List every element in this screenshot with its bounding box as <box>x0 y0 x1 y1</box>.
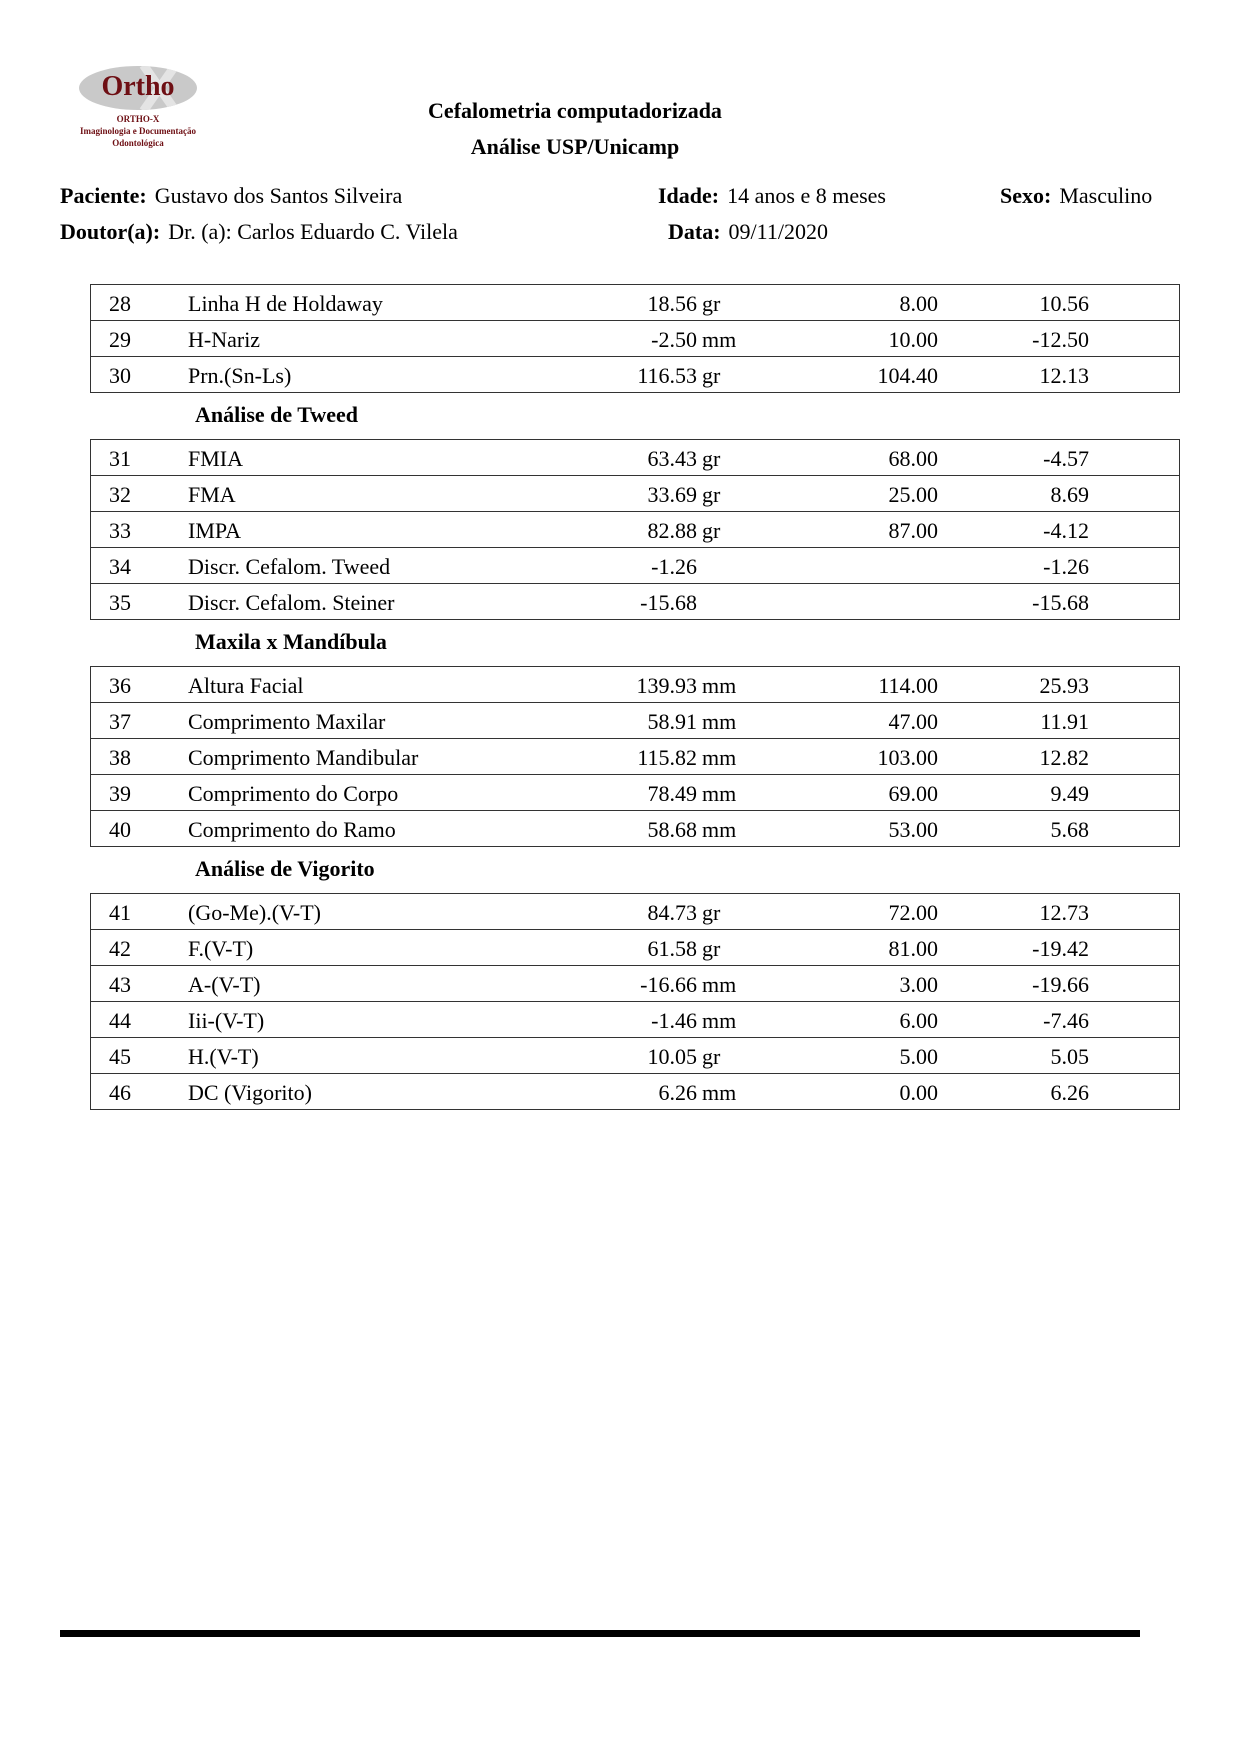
measure-difference: -4.57 <box>1043 446 1089 471</box>
logo-line: Odontológica <box>112 138 164 148</box>
measurement-table <box>90 666 1180 847</box>
measure-difference: 6.26 <box>1050 1080 1089 1105</box>
measure-norm: 104.40 <box>877 363 938 388</box>
table-row <box>91 475 1179 511</box>
measure-value: -1.26 <box>651 554 697 579</box>
measure-value: -15.68 <box>640 590 697 615</box>
table-row <box>91 738 1179 774</box>
measure-norm: 0.00 <box>899 1080 938 1105</box>
measure-number: 30 <box>109 363 131 388</box>
measure-unit: gr <box>702 291 721 316</box>
measure-norm: 47.00 <box>888 709 938 734</box>
measure-name: H.(V-T) <box>188 1044 259 1069</box>
measure-value: 6.26 <box>658 1080 697 1105</box>
measure-unit: mm <box>702 817 737 842</box>
measure-value: 61.58 <box>647 936 697 961</box>
measure-norm: 10.00 <box>888 327 938 352</box>
measure-number: 31 <box>109 446 131 471</box>
measure-norm: 3.00 <box>899 972 938 997</box>
date-field: Data: 09/11/2020 <box>668 219 828 244</box>
table-row <box>91 1037 1179 1073</box>
measure-number: 40 <box>109 817 131 842</box>
measurement-table <box>90 284 1180 393</box>
table-row <box>91 356 1179 392</box>
measure-unit: mm <box>702 781 737 806</box>
measure-norm: 5.00 <box>899 1044 938 1069</box>
measure-difference: -4.12 <box>1043 518 1089 543</box>
measure-name: Linha H de Holdaway <box>188 291 383 316</box>
measure-norm: 103.00 <box>877 745 938 770</box>
measure-number: 38 <box>109 745 131 770</box>
measure-difference: 5.68 <box>1050 817 1089 842</box>
measure-norm: 53.00 <box>888 817 938 842</box>
measure-unit: mm <box>702 709 737 734</box>
measure-number: 28 <box>109 291 131 316</box>
measure-unit: mm <box>702 745 737 770</box>
measure-unit: mm <box>702 972 737 997</box>
table-row <box>91 547 1179 583</box>
measure-name: Discr. Cefalom. Steiner <box>188 590 395 615</box>
logo-line: Imaginologia e Documentação <box>80 126 196 136</box>
report-title: Cefalometria computadorizada <box>428 98 722 123</box>
measure-unit: gr <box>702 482 721 507</box>
measure-difference: -19.42 <box>1032 936 1089 961</box>
measure-number: 33 <box>109 518 131 543</box>
measure-number: 43 <box>109 972 131 997</box>
measure-difference: 25.93 <box>1039 673 1089 698</box>
measure-norm: 25.00 <box>888 482 938 507</box>
measure-norm: 8.00 <box>899 291 938 316</box>
table-row <box>91 810 1179 846</box>
table-row <box>91 583 1179 619</box>
measure-unit: gr <box>702 363 721 388</box>
measure-name: IMPA <box>188 518 241 543</box>
table-row <box>91 1073 1179 1109</box>
measure-value: 82.88 <box>647 518 697 543</box>
measure-name: DC (Vigorito) <box>188 1080 312 1105</box>
measure-number: 29 <box>109 327 131 352</box>
measure-difference: 12.13 <box>1039 363 1089 388</box>
measure-name: Prn.(Sn-Ls) <box>188 363 292 388</box>
measure-unit: gr <box>702 900 721 925</box>
measure-name: H-Nariz <box>188 327 261 352</box>
measure-name: Iii-(V-T) <box>188 1008 265 1033</box>
measure-name: F.(V-T) <box>188 936 254 961</box>
section-title: Maxila x Mandíbula <box>195 629 387 654</box>
sex-field: Sexo: Masculino <box>1000 183 1153 208</box>
measure-value: 84.73 <box>647 900 697 925</box>
measure-number: 35 <box>109 590 131 615</box>
measure-name: FMIA <box>188 446 244 471</box>
measure-number: 41 <box>109 900 131 925</box>
table-row <box>91 965 1179 1001</box>
table-row <box>91 511 1179 547</box>
measure-value: 10.05 <box>647 1044 697 1069</box>
measure-unit: gr <box>702 1044 721 1069</box>
measure-number: 36 <box>109 673 131 698</box>
measure-number: 39 <box>109 781 131 806</box>
measure-value: 115.82 <box>637 745 697 770</box>
table-row <box>91 320 1179 356</box>
measure-difference: -15.68 <box>1032 590 1089 615</box>
logo-word: Ortho <box>101 71 175 102</box>
measure-value: 116.53 <box>637 363 697 388</box>
measure-difference: -7.46 <box>1043 1008 1089 1033</box>
measure-norm: 6.00 <box>899 1008 938 1033</box>
measure-difference: 8.69 <box>1050 482 1089 507</box>
measure-norm: 69.00 <box>888 781 938 806</box>
table-row <box>91 285 1179 320</box>
measure-norm: 114.00 <box>878 673 938 698</box>
table-row <box>91 894 1179 929</box>
measure-name: Comprimento Mandibular <box>188 745 419 770</box>
measure-norm: 72.00 <box>888 900 938 925</box>
measure-name: Comprimento do Corpo <box>188 781 399 806</box>
measure-value: -2.50 <box>651 327 697 352</box>
doctor-field: Doutor(a): Dr. (a): Carlos Eduardo C. Vilela <box>60 219 458 244</box>
section-title: Análise de Tweed <box>195 402 358 427</box>
measure-number: 34 <box>109 554 131 579</box>
measure-value: 58.91 <box>647 709 697 734</box>
measure-number: 42 <box>109 936 131 961</box>
measure-name: FMA <box>188 482 236 507</box>
measure-difference: 10.56 <box>1039 291 1089 316</box>
measure-unit: mm <box>702 1008 737 1033</box>
measure-name: Comprimento Maxilar <box>188 709 386 734</box>
measure-value: 63.43 <box>647 446 697 471</box>
measure-name: Comprimento do Ramo <box>188 817 396 842</box>
measure-value: 33.69 <box>647 482 697 507</box>
measure-value: 78.49 <box>647 781 697 806</box>
measure-norm: 87.00 <box>888 518 938 543</box>
measure-number: 37 <box>109 709 131 734</box>
measure-unit: mm <box>702 1080 737 1105</box>
measure-unit: gr <box>702 936 721 961</box>
measure-value: 18.56 <box>647 291 697 316</box>
logo-line: ORTHO-X <box>116 114 160 124</box>
table-row <box>91 774 1179 810</box>
measure-difference: 12.82 <box>1039 745 1089 770</box>
measure-name: A-(V-T) <box>188 972 261 997</box>
measure-number: 45 <box>109 1044 131 1069</box>
measure-number: 32 <box>109 482 131 507</box>
measure-difference: 12.73 <box>1039 900 1089 925</box>
measurement-table <box>90 439 1180 620</box>
measure-name: Altura Facial <box>188 673 304 698</box>
measure-number: 44 <box>109 1008 131 1033</box>
measure-difference: -1.26 <box>1043 554 1089 579</box>
section-title: Análise de Vigorito <box>195 856 375 881</box>
measure-name: Discr. Cefalom. Tweed <box>188 554 391 579</box>
measure-norm: 68.00 <box>888 446 938 471</box>
measure-difference: -12.50 <box>1032 327 1089 352</box>
footer-rule <box>60 1630 1140 1637</box>
measure-unit: mm <box>702 673 737 698</box>
measure-value: 139.93 <box>636 673 697 698</box>
report-subtitle: Análise USP/Unicamp <box>470 134 680 159</box>
measure-norm: 81.00 <box>888 936 938 961</box>
measure-value: -1.46 <box>651 1008 697 1033</box>
measure-difference: 11.91 <box>1040 709 1089 734</box>
table-row <box>91 667 1179 702</box>
measure-difference: 9.49 <box>1050 781 1089 806</box>
measure-value: 58.68 <box>647 817 697 842</box>
measure-difference: -19.66 <box>1032 972 1089 997</box>
age-field: Idade: 14 anos e 8 meses <box>658 183 886 208</box>
table-row <box>91 1001 1179 1037</box>
measurement-table <box>90 893 1180 1110</box>
table-row <box>91 440 1179 475</box>
measure-name: (Go-Me).(V-T) <box>188 900 321 925</box>
table-row <box>91 929 1179 965</box>
measure-difference: 5.05 <box>1050 1044 1089 1069</box>
measure-unit: mm <box>702 327 737 352</box>
measure-number: 46 <box>109 1080 131 1105</box>
measure-unit: gr <box>702 446 721 471</box>
patient-field: Paciente: Gustavo dos Santos Silveira <box>60 183 403 208</box>
table-row <box>91 702 1179 738</box>
measure-value: -16.66 <box>640 972 697 997</box>
measure-unit: gr <box>702 518 721 543</box>
